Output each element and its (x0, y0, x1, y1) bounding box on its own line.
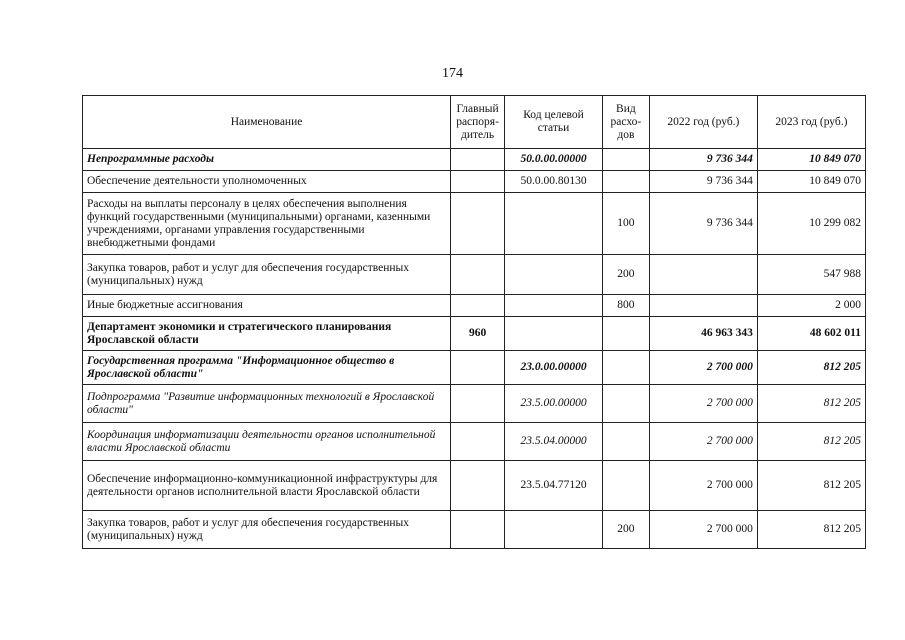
cell-2022: 9 736 344 (649, 193, 757, 255)
table-row (83, 511, 866, 549)
cell-name: Обеспечение информационно-коммуникационной инфраструктуры для деятельности органов исполнительной власти Ярославской области (83, 461, 451, 511)
table-row (83, 351, 866, 385)
cell-code: 23.0.00.00000 (505, 351, 603, 385)
cell-2022: 9 736 344 (649, 171, 757, 193)
cell-name: Государственная программа "Информационное общество в Ярославской области" (83, 351, 451, 385)
table-row (83, 295, 866, 317)
cell-name: Координация информатизации деятельности органов исполнительной власти Ярославской области (83, 423, 451, 461)
header-2023: 2023 год (руб.) (757, 96, 865, 149)
cell-code (505, 295, 603, 317)
table-row (83, 171, 866, 193)
page-number: 174 (442, 66, 463, 81)
cell-admin (451, 351, 505, 385)
cell-2022 (649, 295, 757, 317)
cell-2023: 812 205 (757, 351, 865, 385)
cell-type (602, 149, 649, 171)
cell-name: Подпрограмма "Развитие информационных технологий в Ярославской области" (83, 385, 451, 423)
cell-type: 100 (602, 193, 649, 255)
cell-2023: 812 205 (757, 423, 865, 461)
cell-2022: 9 736 344 (649, 149, 757, 171)
cell-type (602, 461, 649, 511)
cell-admin (451, 255, 505, 295)
cell-name: Обеспечение деятельности уполномоченных (83, 171, 451, 193)
cell-2022: 2 700 000 (649, 511, 757, 549)
table-row (83, 461, 866, 511)
cell-admin (451, 423, 505, 461)
cell-name: Непрограммные расходы (83, 149, 451, 171)
cell-code: 23.5.00.00000 (505, 385, 603, 423)
cell-admin (451, 511, 505, 549)
header-admin: Главный распоря-дитель (451, 96, 505, 149)
cell-2023: 812 205 (757, 461, 865, 511)
cell-type (602, 351, 649, 385)
cell-admin (451, 385, 505, 423)
cell-code (505, 511, 603, 549)
cell-2023: 48 602 011 (757, 317, 865, 351)
header-name: Наименование (83, 96, 451, 149)
cell-type (602, 171, 649, 193)
cell-name: Департамент экономики и стратегического планирования Ярославской области (83, 317, 451, 351)
cell-2023: 10 849 070 (757, 171, 865, 193)
cell-type (602, 317, 649, 351)
table-row (83, 149, 866, 171)
cell-2023: 812 205 (757, 385, 865, 423)
cell-name: Расходы на выплаты персоналу в целях обеспечения выполнения функций государственными (муниципальными) органами, казенными учреждениями, органами управления государственными внебюджетными фондами (83, 193, 451, 255)
cell-admin (451, 149, 505, 171)
budget-table (82, 95, 866, 549)
cell-admin (451, 295, 505, 317)
header-code: Код целевой статьи (505, 96, 603, 149)
cell-name: Закупка товаров, работ и услуг для обеспечения государственных (муниципальных) нужд (83, 511, 451, 549)
cell-2022: 46 963 343 (649, 317, 757, 351)
cell-type: 200 (602, 255, 649, 295)
cell-2023: 10 299 082 (757, 193, 865, 255)
cell-code (505, 317, 603, 351)
cell-code: 50.0.00.00000 (505, 149, 603, 171)
cell-name: Закупка товаров, работ и услуг для обеспечения государственных (муниципальных) нужд (83, 255, 451, 295)
cell-type: 800 (602, 295, 649, 317)
table-row (83, 317, 866, 351)
cell-code: 50.0.00.80130 (505, 171, 603, 193)
table-row (83, 423, 866, 461)
cell-type (602, 385, 649, 423)
cell-code (505, 255, 603, 295)
cell-admin: 960 (451, 317, 505, 351)
header-2022: 2022 год (руб.) (649, 96, 757, 149)
cell-code: 23.5.04.00000 (505, 423, 603, 461)
cell-admin (451, 171, 505, 193)
cell-2023: 812 205 (757, 511, 865, 549)
table-row (83, 255, 866, 295)
cell-type (602, 423, 649, 461)
table-header-row (83, 96, 866, 149)
cell-code: 23.5.04.77120 (505, 461, 603, 511)
cell-admin (451, 461, 505, 511)
cell-name: Иные бюджетные ассигнования (83, 295, 451, 317)
cell-2022: 2 700 000 (649, 461, 757, 511)
cell-2023: 10 849 070 (757, 149, 865, 171)
cell-2023: 2 000 (757, 295, 865, 317)
cell-admin (451, 193, 505, 255)
cell-2022: 2 700 000 (649, 423, 757, 461)
cell-2022 (649, 255, 757, 295)
table-row (83, 193, 866, 255)
cell-2022: 2 700 000 (649, 385, 757, 423)
header-type: Вид расхо-дов (602, 96, 649, 149)
cell-2022: 2 700 000 (649, 351, 757, 385)
table-row (83, 385, 866, 423)
cell-code (505, 193, 603, 255)
cell-type: 200 (602, 511, 649, 549)
cell-2023: 547 988 (757, 255, 865, 295)
